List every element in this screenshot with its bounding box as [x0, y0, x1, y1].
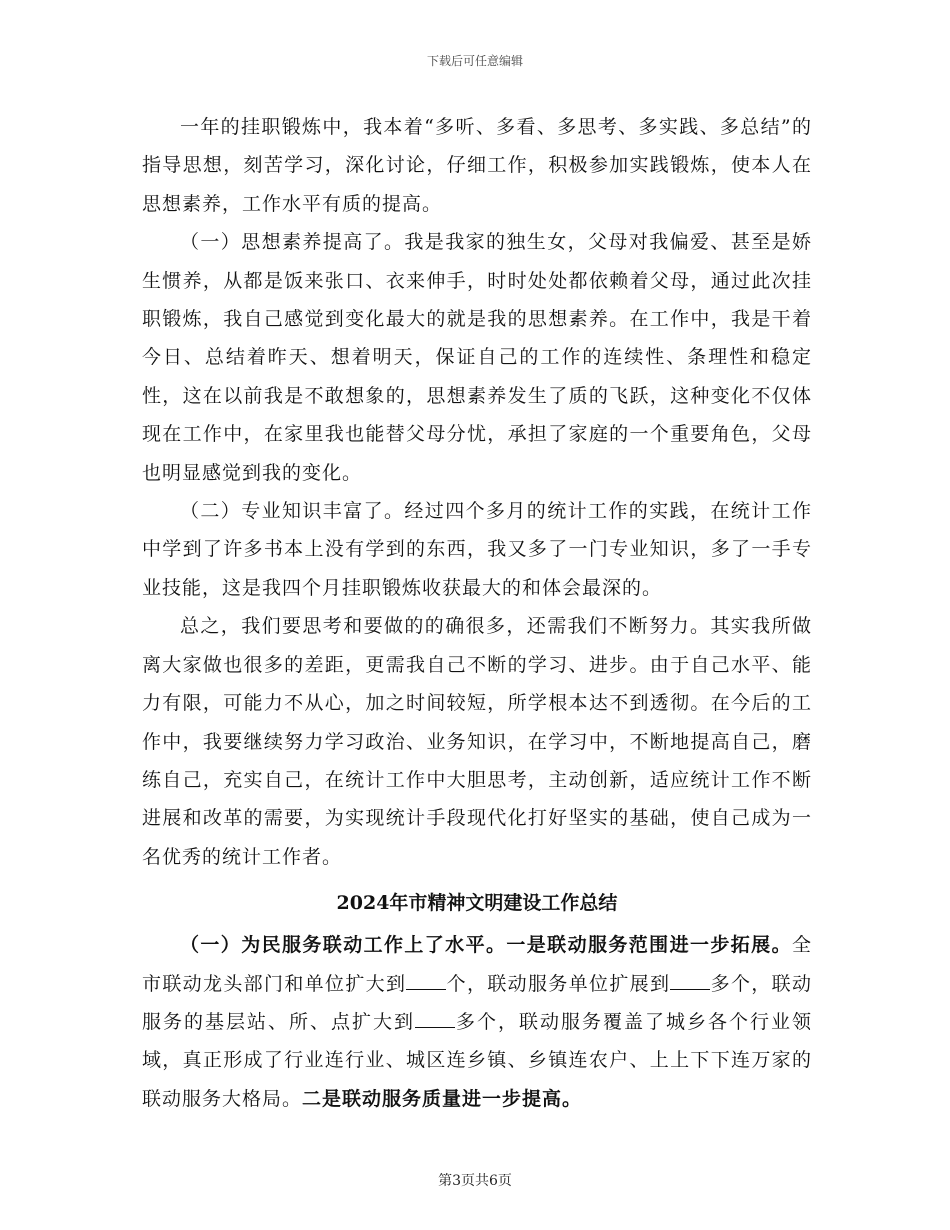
service-text-a: 全市联动龙头部门和单位扩大到 [142, 934, 812, 995]
service-lead-bold: （一）为民服务联动工作上了水平。一是联动服务范围进一步拓展。 [180, 934, 792, 957]
blank-line-2 [670, 971, 710, 990]
blank-line-3 [415, 1009, 455, 1028]
service-text-d: 多个，联动服务覆盖了城乡各个行业领域，真正形成了行业连行业、城区连乡镇、乡镇连农户、上上下下连万家的联动服务大格局。 [142, 1010, 812, 1110]
section-title: 2024年市精神文明建设工作总结 [336, 892, 618, 915]
paragraph-ideology: （一）思想素养提高了。我是我家的独生女，父母对我偏爱、甚至是娇生惯养，从都是饭来张口、衣来伸手，时时处处都依赖着父母，通过此次挂职锻炼，我自己感觉到变化最大的就是我的思想素养。在工作中，我是干着今日、总结着昨天、想着明天，保证自己的工作的连续性、条理性和稳定性，这在以前我是不敢想象的，思想素养发生了质的飞跃，这种变化不仅体现在工作中，在家里我也能替父母分忧，承担了家庭的一个重要角色，父母也明显感觉到我的变化。 [142, 231, 812, 484]
service-tail-bold: 二是联动服务质量进一步提高。 [302, 1087, 583, 1110]
page-footer: 第3页共6页 [438, 1173, 512, 1189]
page-header: 下载后可任意编辑 [426, 54, 523, 68]
paragraph-conclusion: 总之，我们要思考和要做的的确很多，还需我们不断努力。其实我所做离大家做也很多的差距，更需我自己不断的学习、进步。由于自己水平、能力有限，可能力不从心，加之时间较短，所学根本达不到透彻。在今后的工作中，我要继续努力学习政治、业务知识，在学习中，不断地提高自己，磨练自己，充实自己，在统计工作中大胆思考，主动创新，适应统计工作不断进展和改革的需要，为实现统计手段现代化打好坚实的基础，使自己成为一名优秀的统计工作者。 [142, 615, 812, 868]
blank-line-1 [406, 971, 446, 990]
paragraph-service [142, 926, 812, 1118]
paragraph-knowledge: （二）专业知识丰富了。经过四个多月的统计工作的实践，在统计工作中学到了许多书本上没有学到的东西，我又多了一门专业知识，多了一手专业技能，这是我四个月挂职锻炼收获最大的和体会最深的。 [142, 500, 812, 599]
document-body [142, 108, 812, 1118]
paragraph-intro: 一年的挂职锻炼中，我本着“多听、多看、多思考、多实践、多总结”的指导思想，刻苦学习，深化讨论，仔细工作，积极参加实践锻炼，使本人在思想素养，工作水平有质的提高。 [142, 116, 812, 215]
service-text-b: 个，联动服务单位扩展到 [446, 972, 671, 995]
service-text-c: 多个，联动服务的基层站、所、点扩大到 [142, 972, 812, 1033]
